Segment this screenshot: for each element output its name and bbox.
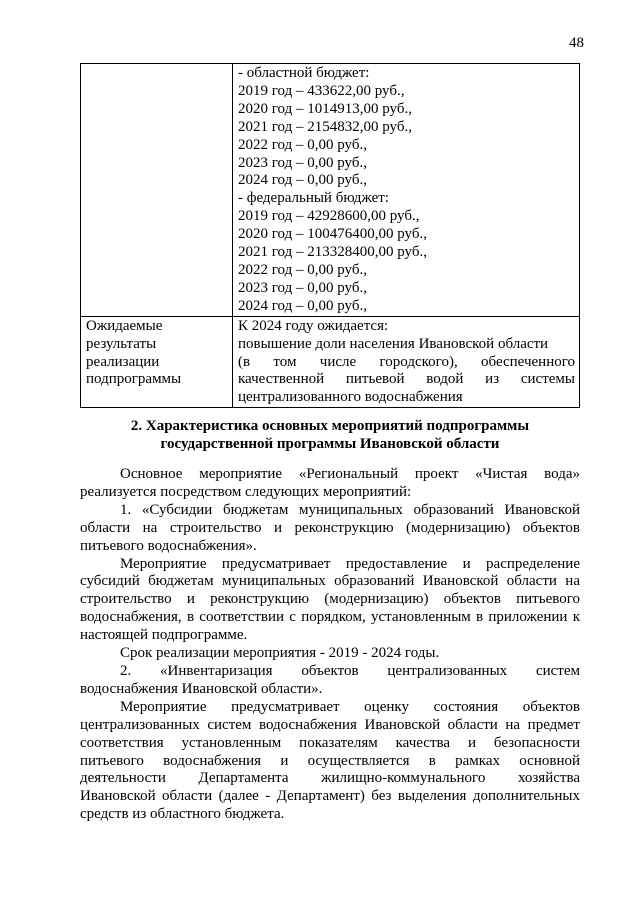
section-body bbox=[80, 466, 580, 824]
paragraph bbox=[80, 699, 580, 824]
text-line: 1. «Субсидии бюджетам муниципальных образований Ивановской bbox=[120, 501, 580, 518]
budget-line: 2021 год – 2154832,00 руб., bbox=[238, 118, 412, 135]
text-line: питьевого водоснабжения и осуществляется в рамках основной bbox=[80, 752, 580, 769]
text-line: Мероприятие предусматривает предоставление и распределение bbox=[120, 555, 580, 572]
results-line: централизованного водоснабжения bbox=[238, 389, 463, 406]
page-number: 48 bbox=[569, 35, 584, 51]
text-line: Срок реализации мероприятия - 2019 - 2024 годы. bbox=[120, 645, 440, 662]
results-line: (в том числе городского), обеспеченного bbox=[238, 353, 575, 370]
text-line: водоснабжения Ивановской области». bbox=[80, 680, 323, 697]
budget-line: - областной бюджет: bbox=[238, 65, 370, 81]
budget-line: 2022 год – 0,00 руб., bbox=[238, 261, 367, 278]
budget-line: - федеральный бюджет: bbox=[238, 190, 389, 207]
text-line: Ивановской области (далее - Департамент) без выделения дополнительных bbox=[80, 788, 580, 805]
budget-line: 2024 год – 0,00 руб., bbox=[238, 297, 367, 314]
budget-line: 2019 год – 42928600,00 руб., bbox=[238, 208, 420, 225]
results-line: К 2024 году ожидается: bbox=[238, 317, 389, 334]
text-line: средств из областного бюджета. bbox=[80, 806, 285, 823]
table-cell-results bbox=[233, 316, 580, 408]
paragraph bbox=[80, 645, 580, 663]
passport-table bbox=[80, 63, 580, 408]
text-line: водоснабжения, в соответствии с порядком, установленным в приложении к bbox=[80, 609, 580, 626]
table-row bbox=[81, 316, 580, 408]
budget-line: 2021 год – 213328400,00 руб., bbox=[238, 244, 427, 261]
text-line: Мероприятие предусматривает оценку состояния объектов bbox=[120, 698, 580, 715]
text-line: деятельности Департамента жилищно-коммунального хозяйства bbox=[80, 770, 580, 787]
text-line: строительство и реконструкцию (модернизацию) объектов питьевого bbox=[80, 591, 580, 608]
text-line: централизованных систем водоснабжения Ивановской области на предмет bbox=[80, 716, 580, 733]
text-line: питьевого водоснабжения». bbox=[80, 537, 257, 554]
table-cell-label bbox=[81, 64, 233, 317]
section-heading bbox=[80, 418, 580, 453]
budget-line: 2022 год – 0,00 руб., bbox=[238, 136, 367, 153]
text-line: Основное мероприятие «Региональный проект «Чистая вода» bbox=[120, 466, 580, 482]
table-row bbox=[81, 64, 580, 317]
budget-line: 2024 год – 0,00 руб., bbox=[238, 172, 367, 189]
text-line: соответствия установленным показателям качества и безопасности bbox=[80, 734, 580, 751]
budget-line: 2020 год – 100476400,00 руб., bbox=[238, 226, 427, 243]
paragraph bbox=[80, 556, 580, 646]
budget-line: 2023 год – 0,00 руб., bbox=[238, 279, 367, 296]
section-heading-line: государственной программы Ивановской области bbox=[160, 435, 500, 452]
text-line: области на строительство и реконструкцию (модернизацию) объектов bbox=[80, 519, 580, 536]
paragraph bbox=[80, 663, 580, 699]
label-line: результаты bbox=[86, 335, 157, 352]
table-cell-label bbox=[81, 316, 233, 408]
budget-line: 2023 год – 0,00 руб., bbox=[238, 154, 367, 171]
paragraph bbox=[80, 502, 580, 556]
label-line: реализации bbox=[86, 353, 160, 370]
budget-line: 2019 год – 433622,00 руб., bbox=[238, 82, 405, 99]
text-line: 2. «Инвентаризация объектов централизованных систем bbox=[120, 662, 580, 679]
text-line: реализуется посредством следующих мероприятий: bbox=[80, 483, 412, 500]
label-line: подпрограммы bbox=[86, 371, 182, 388]
text-line: субсидий бюджетам муниципальных образований Ивановской области на bbox=[80, 573, 580, 590]
budget-line: 2020 год – 1014913,00 руб., bbox=[238, 100, 412, 117]
text-line: настоящей подпрограмме. bbox=[80, 627, 248, 644]
table-cell-budget bbox=[233, 64, 580, 317]
results-line: повышение доли населения Ивановской области bbox=[238, 335, 549, 352]
label-line: Ожидаемые bbox=[86, 317, 163, 334]
paragraph bbox=[80, 466, 580, 502]
section-heading-line: 2. Характеристика основных мероприятий подпрограммы bbox=[130, 418, 530, 434]
results-line: качественной питьевой водой из системы bbox=[238, 371, 575, 388]
